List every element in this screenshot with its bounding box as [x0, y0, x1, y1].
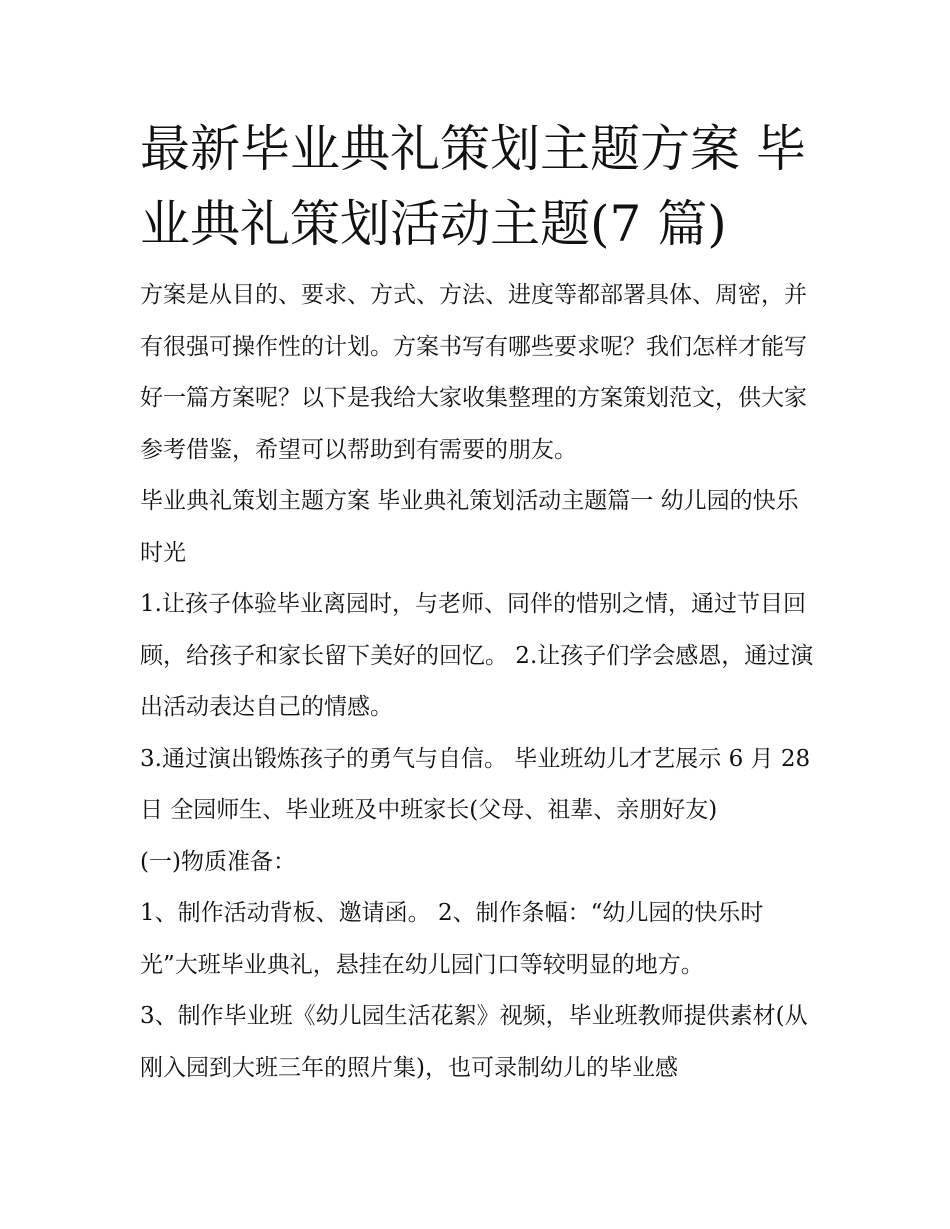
- preparation-heading: (一)物质准备：: [140, 848, 296, 875]
- document-body: [140, 270, 820, 1094]
- preparation-item-3: 3、制作毕业班《幼儿园生活花絮》视频，毕业班教师提供素材(从刚入园到大班三年的照片集)，也可录制幼儿的毕业感: [140, 1003, 808, 1081]
- document-page: [140, 112, 820, 1094]
- document-title: 最新毕业典礼策划主题方案 毕业典礼策划活动主题(7 篇): [140, 120, 806, 253]
- intro-paragraph: 方案是从目的、要求、方式、方法、进度等都部署具体、周密，并有很强可操作性的计划。方案书写有哪些要求呢？我们怎样才能写好一篇方案呢？以下是我给大家收集整理的方案策划范文，供大家参考借鉴，希望可以帮助到有需要的朋友。: [140, 282, 807, 463]
- goals-paragraph: 1.让孩子体验毕业离园时，与老师、同伴的惜别之情，通过节目回顾，给孩子和家长留下美好的回忆。 2.让孩子们学会感恩，通过演出活动表达自己的情感。: [140, 591, 814, 720]
- preparation-item-1-2: 1、制作活动背板、邀请函。 2、制作条幅：“幼儿园的快乐时光”大班毕业典礼，悬挂在幼儿园门口等较明显的地方。: [140, 900, 764, 978]
- goal-three-paragraph: 3.通过演出锻炼孩子的勇气与自信。 毕业班幼儿才艺展示 6 月 28 日 全园师生、毕业班及中班家长(父母、祖辈、亲朋好友): [140, 745, 811, 823]
- section-heading: 毕业典礼策划主题方案 毕业典礼策划活动主题篇一 幼儿园的快乐时光: [140, 488, 799, 566]
